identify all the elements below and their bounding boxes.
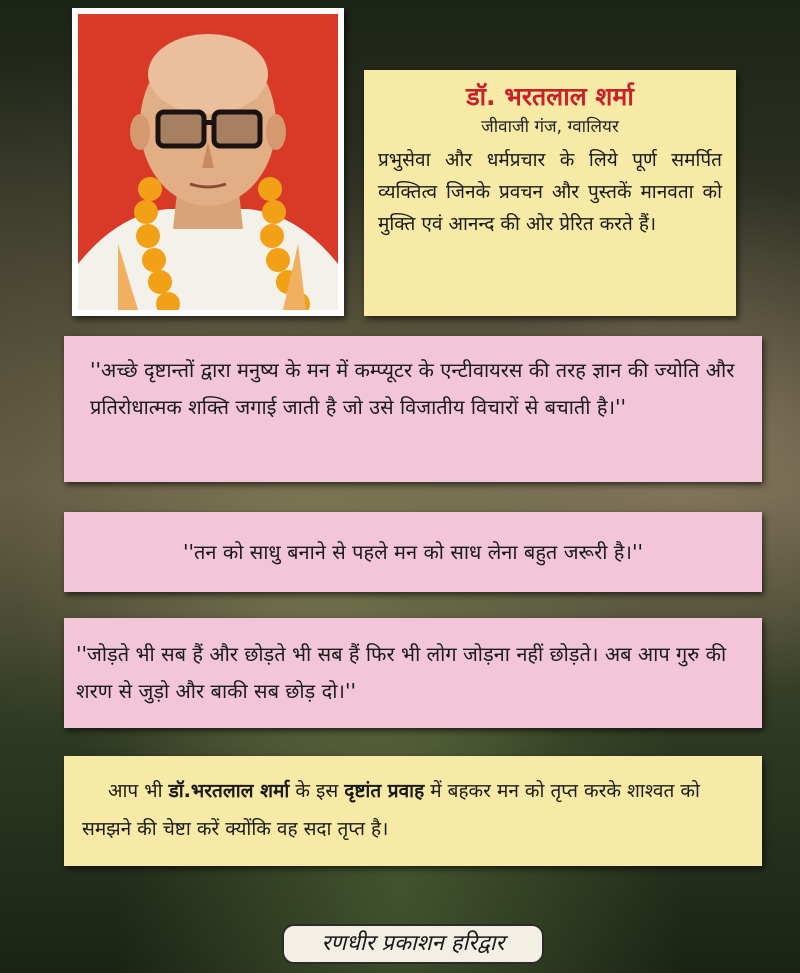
author-description: प्रभुसेवा और धर्मप्रचार के लिये पूर्ण समर्पित व्यक्तित्व जिनके प्रवचन और पुस्तकें मानवता को मुक्ति एवं आनन्द की ओर प्रेरित करते हैं।: [378, 149, 722, 235]
author-location: जीवाजी गंज, ग्वालियर: [481, 117, 619, 137]
quote-box-3: [64, 618, 762, 728]
quote-box-2: [64, 512, 762, 592]
note-author-name: डॉ.भरतलाल शर्मा: [168, 780, 290, 802]
closing-note-box: [64, 756, 762, 866]
author-portrait-image: [78, 14, 338, 310]
note-text-part1: आप भी: [108, 780, 169, 802]
quote-text-3: ''जोड़ते भी सब हैं और छोड़ते भी सब हैं फिर भी लोग जोड़ना नहीं छोड़ते। अब आप गुरु की शरण से जुड़ो और बाकी सब छोड़ दो।'': [76, 642, 727, 703]
author-photo: [78, 14, 338, 310]
note-text-part3: में बहकर मन को तृप्त करके शाश्वत को समझने की चेष्टा करें क्योंकि वह सदा तृप्त है।: [82, 780, 700, 840]
note-text-part2: के इस: [289, 780, 345, 802]
quote-text-1: ''अच्छे दृष्टान्तों द्वारा मनुष्य के मन में कम्प्यूटर के एन्टीवायरस की तरह ज्ञान की ज्योति और प्रतिरोधात्मक शक्ति जगाई जाती है जो उसे विजातीय विचारों से बचाती है।'': [90, 358, 735, 419]
author-bio-card: [364, 70, 736, 316]
note-book-title: दृष्टांत प्रवाह: [344, 780, 425, 802]
author-photo-frame: [72, 8, 344, 316]
quote-box-1: [64, 336, 762, 482]
publisher-badge: रणधीर प्रकाशन हरिद्वार: [282, 924, 544, 964]
author-name: डॉ. भरतलाल शर्मा: [466, 82, 634, 111]
quote-text-2: ''तन को साधु बनाने से पहले मन को साध लेना बहुत जरूरी है।'': [182, 540, 643, 564]
